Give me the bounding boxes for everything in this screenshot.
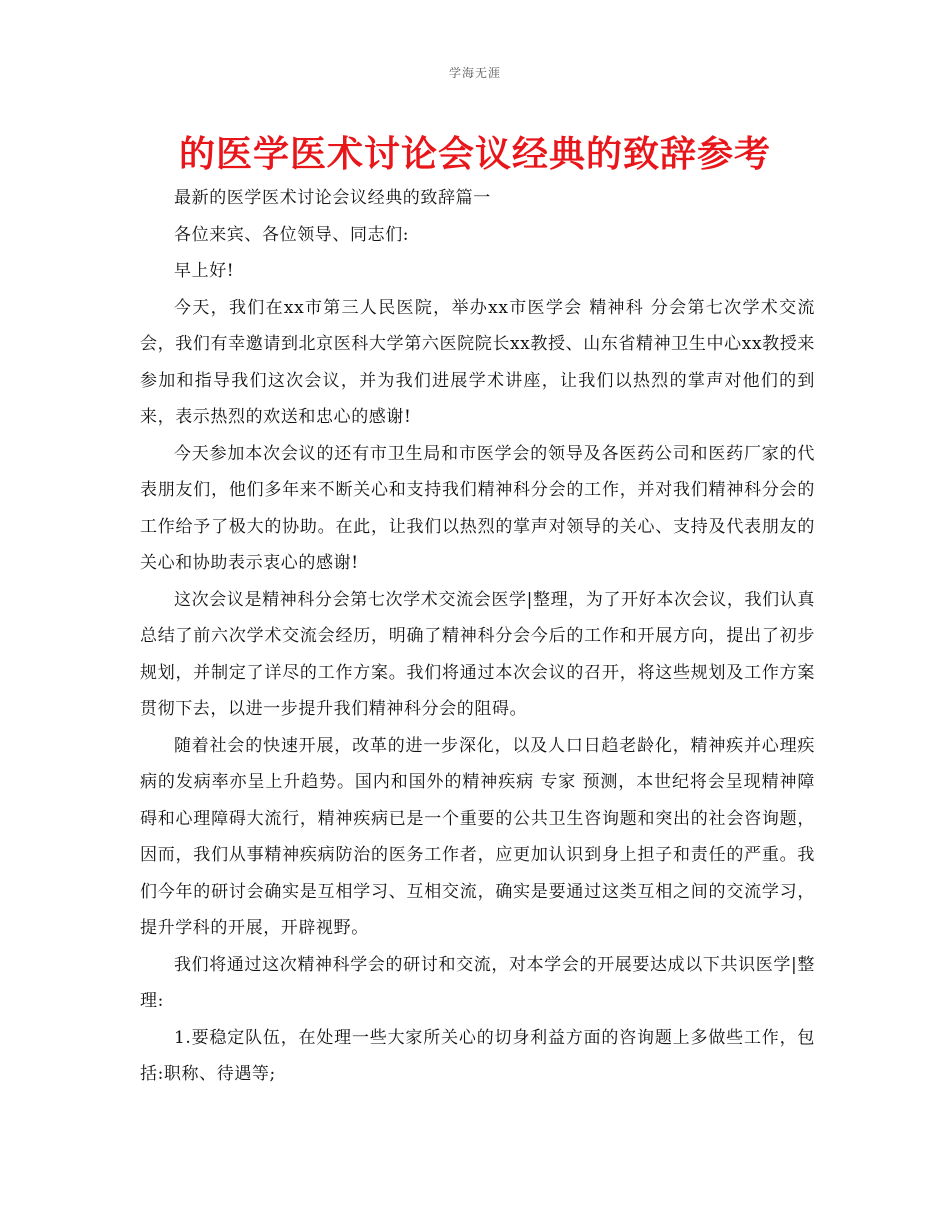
- document-body: [140, 180, 815, 1093]
- subtitle-paragraph: 最新的医学医术讨论会议经典的致辞篇一: [174, 188, 491, 208]
- body-paragraph: 随着社会的快速开展，改革的进一步深化，以及人口日趋老龄化，精神疾并心理疾病的发病率亦呈上升趋势。国内和国外的精神疾病 专家 预测，本世纪将会呈现精神障碍和心理障碍大流行，精神疾病已是一个重要的公共卫生咨询题和突出的社会咨询题，因而，我们从事精神疾病防治的医务工作者，应更加认识到身上担子和责任的严重。我们今年的研讨会确实是互相学习、互相交流，确实是要通过这类互相之间的交流学习，提升学科的开展，开辟视野。: [140, 735, 815, 938]
- body-paragraph: 今天参加本次会议的还有市卫生局和市医学会的领导及各医药公司和医药厂家的代表朋友们，他们多年来不断关心和支持我们精神科分会的工作，并对我们精神科分会的工作给予了极大的协助。在此，让我们以热烈的掌声对领导的关心、支持及代表朋友的关心和协助表示衷心的感谢!: [140, 443, 815, 573]
- document-title: 的医学医术讨论会议经典的致辞参考: [178, 134, 771, 175]
- body-paragraph: 今天，我们在xx市第三人民医院，举办xx市医学会 精神科 分会第七次学术交流会，我们有幸邀请到北京医科大学第六医院院长xx教授、山东省精神卫生中心xx教授来参加和指导我们这次会议，并为我们进展学术讲座，让我们以热烈的掌声对他们的到来，表示热烈的欢送和忠心的感谢!: [140, 297, 815, 427]
- body-paragraph: 我们将通过这次精神科学会的研讨和交流，对本学会的开展要达成以下共识医学|整理:: [140, 954, 815, 1011]
- page-header: 学海无涯: [448, 66, 501, 80]
- greeting-paragraph: 早上好!: [174, 261, 235, 281]
- salutation-paragraph: 各位来宾、各位领导、同志们:: [174, 224, 410, 245]
- list-item-paragraph: 1.要稳定队伍，在处理一些大家所关心的切身利益方面的咨询题上多做些工作，包括:职称、待遇等;: [140, 1027, 815, 1084]
- body-paragraph: 这次会议是精神科分会第七次学术交流会医学|整理，为了开好本次会议，我们认真总结了前六次学术交流会经历，明确了精神科分会今后的工作和开展方向，提出了初步规划，并制定了详尽的工作方案。我们将通过本次会议的召开，将这些规划及工作方案贯彻下去，以进一步提升我们精神科分会的阻碍。: [140, 589, 815, 719]
